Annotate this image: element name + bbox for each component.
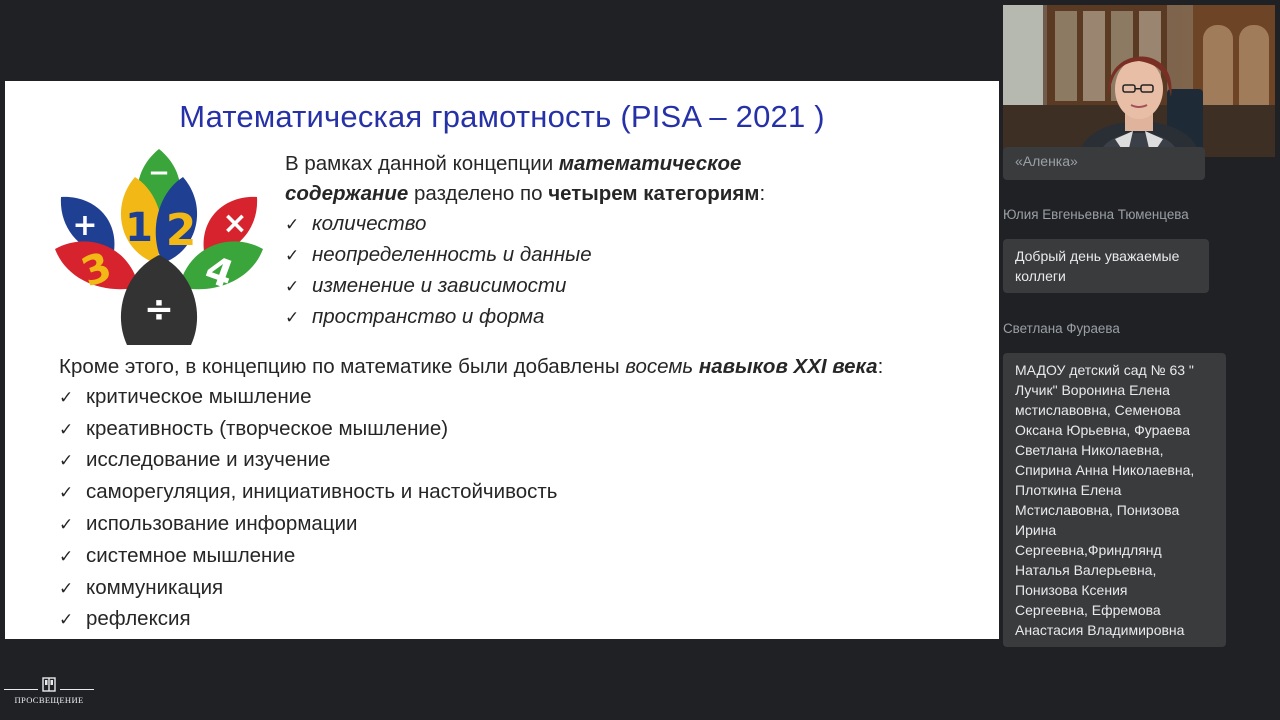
chat-panel[interactable] xyxy=(1003,153,1280,720)
category-item: ✓ количество xyxy=(285,209,845,240)
slide-title: Математическая грамотность (PISA – 2021 ) xyxy=(179,99,825,134)
prosveshchenie-logo xyxy=(4,676,94,706)
chat-message-partial: «Аленка» xyxy=(1003,147,1205,180)
intro-line-1: В рамках данной концепции математическое xyxy=(285,152,742,175)
intro-line-2: содержание разделено по четырем категориям: xyxy=(285,182,766,205)
skill-item: ✓ исследование и изучение xyxy=(59,445,989,477)
video-frame xyxy=(1003,5,1275,157)
skill-item: ✓ коммуникация xyxy=(59,573,989,605)
check-icon: ✓ xyxy=(59,451,74,472)
skills-block xyxy=(59,352,989,636)
check-icon: ✓ xyxy=(59,578,74,599)
logo-divide: ÷ xyxy=(143,289,175,330)
check-icon: ✓ xyxy=(59,387,74,408)
logo-minus: − xyxy=(148,158,170,188)
check-icon: ✓ xyxy=(59,514,74,535)
chat-sender-name: Светлана Фураева xyxy=(1003,321,1120,336)
skill-item: ✓ критическое мышление xyxy=(59,382,989,414)
logo-three: 3 xyxy=(75,243,118,297)
check-icon: ✓ xyxy=(285,215,300,235)
skill-item: ✓ рефлексия xyxy=(59,604,989,636)
brand-name: ПРОСВЕЩЕНИЕ xyxy=(14,695,84,705)
check-icon: ✓ xyxy=(59,546,74,567)
category-item: ✓ изменение и зависимости xyxy=(285,271,845,302)
check-icon: ✓ xyxy=(285,246,300,266)
chat-message: Добрый день уважаемые коллеги xyxy=(1003,239,1209,293)
skills-list xyxy=(59,382,989,636)
pisa-math-logo xyxy=(51,145,267,350)
check-icon: ✓ xyxy=(285,308,300,328)
logo-plus: + xyxy=(72,208,98,243)
skills-lead: Кроме этого, в концепцию по математике были добавлены восемь навыков XXI века: xyxy=(59,355,884,378)
skill-item: ✓ системное мышление xyxy=(59,541,989,573)
book-emblem-icon xyxy=(42,676,56,693)
skill-item: ✓ саморегуляция, инициативность и настойчивость xyxy=(59,477,989,509)
logo-two: 2 xyxy=(165,205,197,256)
check-icon: ✓ xyxy=(59,610,74,631)
chat-sender-name: Юлия Евгеньевна Тюменцева xyxy=(1003,207,1189,222)
presentation-slide xyxy=(5,81,999,639)
category-list xyxy=(285,209,845,333)
intro-block xyxy=(285,149,845,333)
logo-times: × xyxy=(222,206,248,241)
skill-item: ✓ креативность (творческое мышление) xyxy=(59,414,989,446)
logo-one: 1 xyxy=(125,205,153,251)
check-icon: ✓ xyxy=(285,277,300,297)
check-icon: ✓ xyxy=(59,483,74,504)
check-icon: ✓ xyxy=(59,419,74,440)
skill-item: ✓ использование информации xyxy=(59,509,989,541)
chat-message: МАДОУ детский сад № 63 " Лучик" Воронина Елена мстиславовна, Семенова Оксана Юрьевна, Фураева Светлана Николаевна, Спирина Анна Николаевна, Плоткина Елена Мстиславовна, Понизова Ирина Сергеевна,Фриндлянд Наталья Валерьевна, Понизова Ксения Сергеевна, Ефремова Анастасия Владимировна xyxy=(1003,353,1226,647)
brand-line-right xyxy=(60,689,94,690)
category-item: ✓ неопределенность и данные xyxy=(285,240,845,271)
category-item: ✓ пространство и форма xyxy=(285,302,845,333)
brand-line-left xyxy=(4,689,38,690)
logo-four: 4 xyxy=(199,246,240,298)
participant-video[interactable] xyxy=(1003,5,1275,157)
